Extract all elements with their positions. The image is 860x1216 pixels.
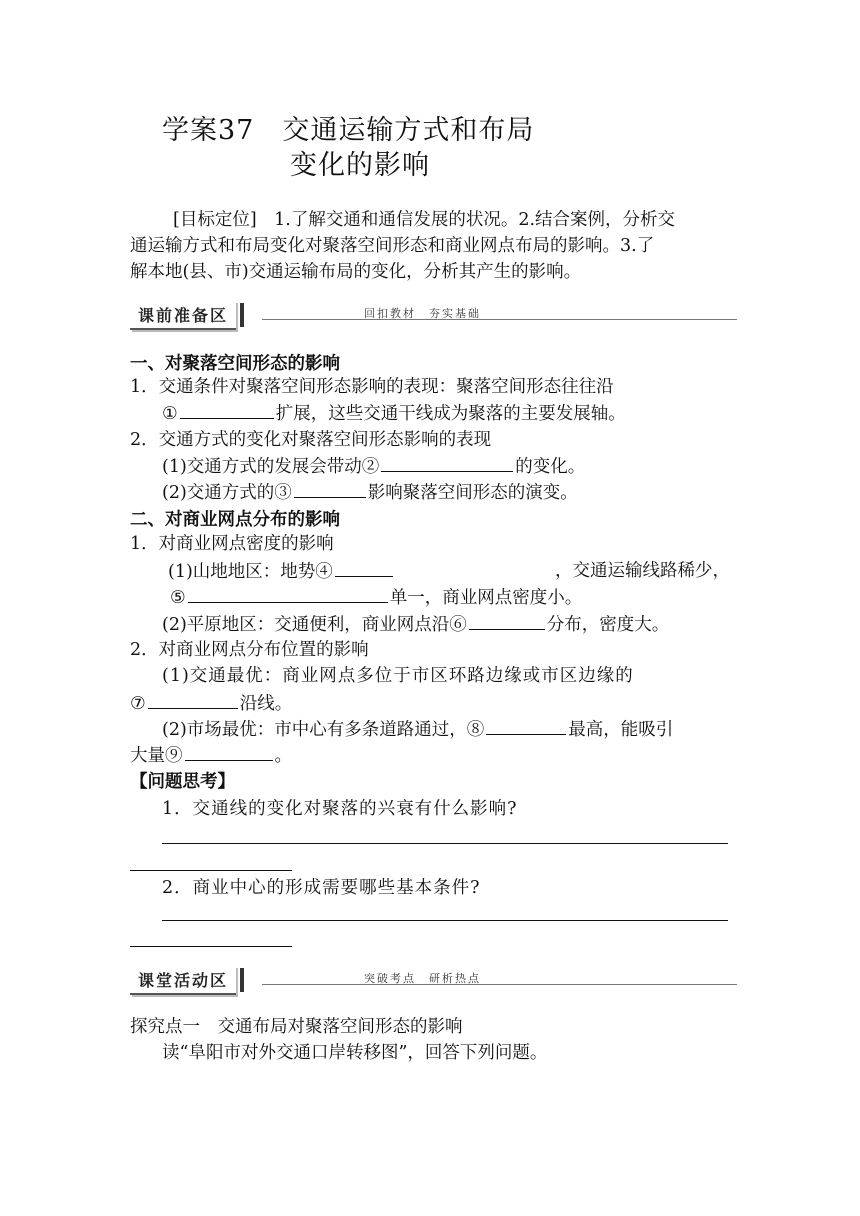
section2-heading: 二、对商业网点分布的影响: [130, 510, 340, 530]
text: (1)交通方式的发展会带动②: [162, 457, 380, 477]
text: 的变化。: [515, 457, 586, 477]
s2-item1-2: [162, 611, 669, 638]
page-title-line1: 学案37 交通运输方式和布局: [162, 115, 535, 146]
fill-blank-5[interactable]: [188, 584, 388, 603]
fill-blank-7[interactable]: [148, 690, 238, 709]
think-q2: 2．商业中心的形成需要哪些基本条件?: [162, 878, 481, 898]
text: 。: [274, 746, 292, 766]
text: ，交通运输线路稀少，: [555, 561, 730, 581]
s2-item2-2: [162, 716, 673, 743]
text: 影响聚落空间形态的演变。: [367, 483, 578, 503]
section-banner-prep: [130, 303, 244, 327]
fill-blank-3[interactable]: [294, 479, 366, 498]
think-q1: 1．交通线的变化对聚落的兴衰有什么影响?: [162, 799, 518, 819]
page-title-line2: 变化的影响: [290, 150, 430, 181]
s2-item2: 2．对商业网点分布位置的影响: [130, 640, 369, 660]
text: (2)市场最优：市中心有多条道路通过，⑧: [162, 720, 485, 740]
text: (2)平原地区：交通便利，商业网点沿⑥: [162, 615, 467, 635]
s1-item1-line1: 1．交通条件对聚落空间形态影响的表现：聚落空间形态往往沿: [130, 377, 614, 397]
text: 扩展，这些交通干线成为聚落的主要发展轴。: [275, 404, 626, 424]
banner-subtitle: 回扣教材 夯实基础: [364, 307, 481, 320]
s2-item1-1-line2: [170, 584, 582, 611]
s2-item2-1-line2: [130, 690, 292, 717]
answer-line[interactable]: [130, 946, 292, 947]
text: 分布，密度大。: [546, 615, 670, 635]
answer-line[interactable]: [130, 870, 292, 871]
s1-item2: 2．交通方式的变化对聚落空间形态影响的表现: [130, 430, 492, 450]
answer-line[interactable]: [162, 843, 728, 844]
fill-blank-1[interactable]: [180, 400, 274, 419]
s2-item2-3: [130, 742, 292, 769]
blank-number: ⑦: [130, 694, 146, 714]
s1-item1-line2: [162, 400, 626, 427]
banner-rule: [262, 984, 737, 985]
text: (2)交通方式的③: [162, 483, 292, 503]
think-heading: 【问题思考】: [130, 772, 235, 792]
s1-item2-1: [162, 453, 585, 480]
answer-line[interactable]: [162, 920, 728, 921]
banner-bar: [240, 303, 244, 327]
section-banner-class: [130, 968, 244, 992]
blank-number: ⑤: [170, 588, 186, 608]
text: 大量⑨: [130, 746, 183, 766]
fill-blank-2[interactable]: [381, 453, 513, 472]
s2-item1: 1．对商业网点密度的影响: [130, 534, 334, 554]
s2-item2-1-line1: (1)交通最优：商业网点多位于市区环路边缘或市区边缘的: [162, 666, 634, 686]
s1-item2-2: [162, 479, 578, 506]
banner-label: 课堂活动区: [130, 966, 236, 995]
objective-line2: 通运输方式和布局变化对聚落空间形态和商业网点布局的影响。3.了: [130, 236, 655, 256]
banner-bar: [240, 968, 244, 992]
fill-blank-9[interactable]: [185, 742, 273, 761]
s2-item1-1-line1: [168, 558, 730, 585]
fill-blank-8[interactable]: [486, 716, 566, 735]
explore-heading: 探究点一 交通布局对聚落空间形态的影响: [130, 1017, 463, 1037]
text: 单一，商业网点密度小。: [389, 588, 583, 608]
text: 沿线。: [239, 694, 293, 714]
banner-rule: [262, 319, 737, 320]
banner-label: 课前准备区: [130, 301, 236, 330]
section1-heading: 一、对聚落空间形态的影响: [130, 354, 340, 374]
text-segment: (1)山地地区：地势④: [168, 558, 395, 585]
text: 最高，能吸引: [568, 720, 674, 740]
explore-instruction: 读“阜阳市对外交通口岸转移图”，回答下列问题。: [162, 1043, 548, 1063]
fill-blank-6[interactable]: [469, 611, 545, 630]
fill-blank-4[interactable]: [335, 558, 393, 577]
blank-number: ①: [162, 404, 178, 424]
objective-line1: [目标定位] 1.了解交通和通信发展的状况。2.结合案例，分析交: [173, 210, 676, 230]
objective-line3: 解本地(县、市)交通运输布局的变化，分析其产生的影响。: [130, 262, 582, 282]
banner-subtitle: 突破考点 研析热点: [364, 972, 481, 985]
